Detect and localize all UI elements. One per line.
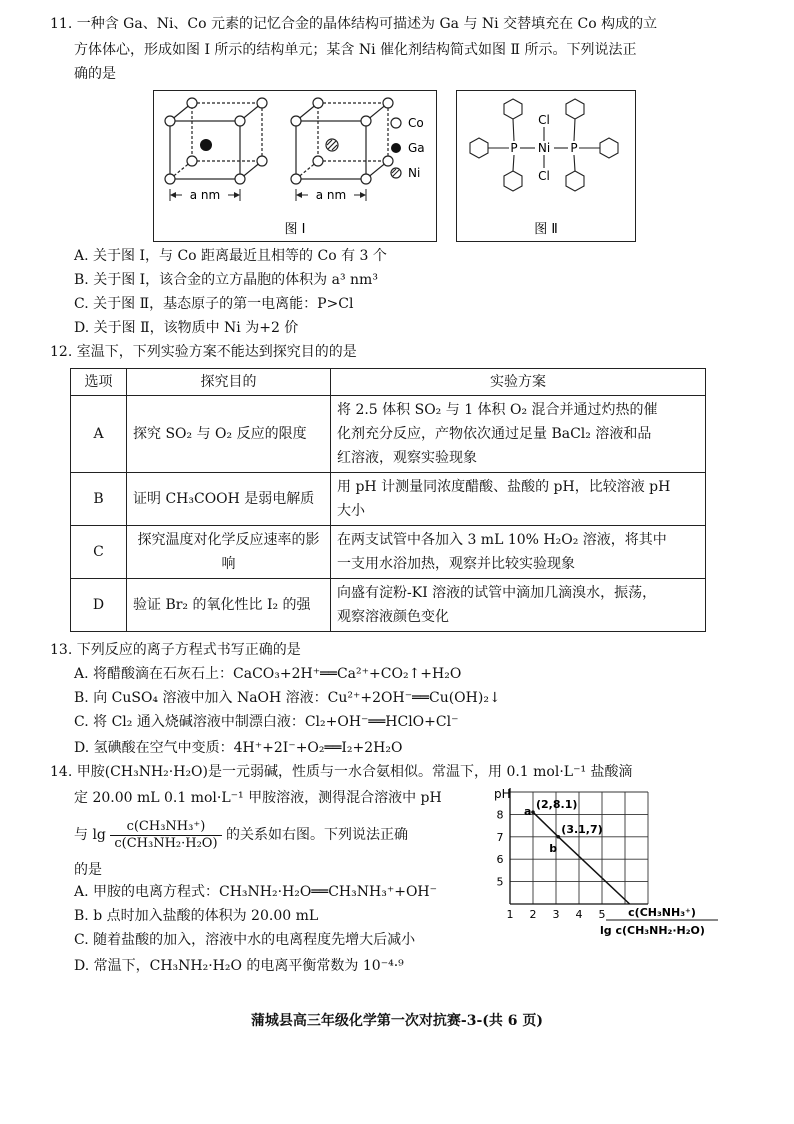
header-goal: 探究目的	[127, 369, 331, 396]
ni-center: Ni	[537, 141, 551, 155]
plan-line: 红溶液，观察实验现象	[337, 450, 477, 466]
q14-stem-line-4: 的是	[74, 862, 102, 878]
point-a-name: a	[524, 805, 532, 819]
q14-option-a: A. 甲胺的电离方程式：CH₃NH₂·H₂O══CH₃NH₃⁺+OH⁻	[74, 884, 438, 900]
q12-table	[70, 368, 706, 632]
legend-co-marker	[391, 118, 401, 128]
figure-1-frame	[153, 90, 437, 242]
q13-option-b: B. 向 CuSO₄ 溶液中加入 NaOH 溶液：Cu²⁺+2OH⁻══Cu(OH)₂↓	[74, 690, 501, 706]
figure-1-caption: 图 Ⅰ	[284, 222, 306, 237]
q11-option-c: C. 关于图 Ⅱ，基态原子的第一电离能：P>Cl	[74, 296, 354, 312]
plan-line: 一支用水浴加热，观察并比较实验现象	[337, 556, 575, 572]
x-axis-label-denominator: lg c(CH₃NH₂·H₂O)	[600, 924, 705, 937]
legend-ga-marker	[391, 143, 401, 153]
fraction-numerator: c(CH₃NH₃⁺)	[110, 819, 221, 836]
y-axis-label: pH	[494, 787, 511, 801]
row-goal: 探究 SO₂ 与 O₂ 反应的限度	[127, 396, 331, 473]
table-row	[71, 396, 706, 473]
point-a-coordinates: (2,8.1)	[536, 798, 578, 812]
page-footer: 蒲城县高三年级化学第一次对抗赛-3-(共 6 页)	[250, 1013, 544, 1029]
row-option: B	[71, 473, 127, 526]
q14-stem-line-1: 14. 甲胺(CH₃NH₂·H₂O)是一元弱碱，性质与一水合氨相似。常温下，用 0.1 mol·L⁻¹ 盐酸滴	[50, 764, 633, 780]
y-tick-label: 6	[496, 853, 504, 867]
row-plan	[331, 526, 706, 579]
dimension-label-1: a nm	[189, 188, 221, 202]
row-option: D	[71, 579, 127, 632]
table-row	[71, 526, 706, 579]
q14-stem-line-3	[74, 816, 408, 854]
q11-option-d: D. 关于图 Ⅱ，该物质中 Ni 为+2 价	[74, 320, 299, 336]
q13-stem: 13. 下列反应的离子方程式书写正确的是	[50, 642, 301, 658]
plan-line: 大小	[337, 503, 365, 519]
plan-line: 用 pH 计测量同浓度醋酸、盐酸的 pH，比较溶液 pH	[337, 479, 671, 495]
row-goal: 验证 Br₂ 的氧化性比 I₂ 的强	[127, 579, 331, 632]
row-goal: 证明 CH₃COOH 是弱电解质	[127, 473, 331, 526]
point-b-name: b	[549, 841, 558, 855]
ga-atom	[200, 139, 212, 151]
q11-stem-line-2: 方体体心，形成如图 Ⅰ 所示的结构单元；某含 Ni 催化剂结构简式如图 Ⅱ 所示。下列说法正	[74, 42, 637, 58]
table-header-row	[71, 369, 706, 396]
x-tick-label: 1	[506, 908, 514, 921]
x-axis-label-numerator: c(CH₃NH₃⁺)	[628, 906, 696, 919]
header-plan: 实验方案	[331, 369, 706, 396]
q14-stem-line-2: 定 20.00 mL 0.1 mol·L⁻¹ 甲胺溶液，测得混合溶液中 pH	[74, 790, 442, 806]
q11-stem-line-3: 确的是	[74, 66, 116, 82]
q11-stem-line-1: 11. 一种含 Ga、Ni、Co 元素的记忆合金的晶体结构可描述为 Ga 与 Ni 交替填充在 Co 构成的立	[50, 16, 658, 32]
ph-chart	[490, 784, 730, 944]
plan-line: 在两支试管中各加入 3 mL 10% H₂O₂ 溶液，将其中	[337, 532, 667, 548]
q12-stem: 12. 室温下，下列实验方案不能达到探究目的的是	[50, 344, 357, 360]
crystal-cell-diagram	[154, 91, 436, 241]
q14-option-b: B. b 点时加入盐酸的体积为 20.00 mL	[74, 908, 319, 924]
x-tick-label: 3	[552, 908, 560, 921]
row-option: A	[71, 396, 127, 473]
figure-2-frame	[456, 90, 636, 242]
q13-option-c: C. 将 Cl₂ 通入烧碱溶液中制漂白液：Cl₂+OH⁻══HClO+Cl⁻	[74, 714, 459, 730]
q11-option-b: B. 关于图 Ⅰ，该合金的立方晶胞的体积为 a³ nm³	[74, 272, 378, 288]
q14-line3-prefix: 与 lg	[74, 827, 106, 843]
row-plan	[331, 473, 706, 526]
q14-line3-suffix: 的关系如右图。下列说法正确	[225, 827, 408, 843]
q14-option-c: C. 随着盐酸的加入，溶液中水的电离程度先增大后减小	[74, 932, 416, 948]
header-option: 选项	[71, 369, 127, 396]
cl-bottom: Cl	[538, 169, 550, 183]
chart-points	[524, 798, 603, 855]
plan-line: 观察溶液颜色变化	[337, 609, 449, 625]
q13-option-a: A. 将醋酸滴在石灰石上：CaCO₃+2H⁺══Ca²⁺+CO₂↑+H₂O	[74, 666, 462, 682]
concentration-ratio-fraction	[110, 819, 221, 852]
plan-line: 化剂充分反应，产物依次通过足量 BaCl₂ 溶液和品	[337, 426, 652, 442]
y-tick-label: 7	[496, 830, 504, 844]
point-a-marker	[531, 810, 535, 814]
row-plan	[331, 579, 706, 632]
legend-ni-label: Ni	[408, 166, 421, 180]
q13-option-d: D. 氢碘酸在空气中变质：4H⁺+2I⁻+O₂══I₂+2H₂O	[74, 740, 403, 756]
legend-co-label: Co	[408, 116, 424, 130]
q14-option-d: D. 常温下，CH₃NH₂·H₂O 的电离平衡常数为 10⁻⁴·⁹	[74, 958, 404, 974]
row-plan	[331, 396, 706, 473]
fraction-denominator: c(CH₃NH₂·H₂O)	[114, 835, 218, 851]
p-atom-left: P	[510, 141, 518, 155]
dimension-label-2: a nm	[315, 188, 347, 202]
plan-line: 向盛有淀粉-KI 溶液的试管中滴加几滴溴水，振荡，	[337, 585, 657, 601]
y-tick-label: 5	[496, 875, 504, 889]
figure-2-caption: 图 Ⅱ	[534, 222, 558, 237]
cl-top: Cl	[538, 113, 550, 127]
point-b-marker	[557, 835, 561, 839]
row-goal: 探究温度对化学反应速率的影响	[127, 526, 331, 579]
table-row	[71, 579, 706, 632]
q11-option-a: A. 关于图 Ⅰ，与 Co 距离最近且相等的 Co 有 3 个	[74, 248, 387, 264]
y-tick-label: 8	[496, 808, 504, 822]
table-row	[71, 473, 706, 526]
x-tick-label: 2	[529, 908, 537, 921]
legend-ga-label: Ga	[408, 141, 425, 155]
x-tick-label: 5	[598, 908, 606, 921]
p-atom-right: P	[570, 141, 578, 155]
x-tick-label: 4	[575, 908, 583, 921]
plan-line: 将 2.5 体积 SO₂ 与 1 体积 O₂ 混合并通过灼热的催	[337, 402, 658, 418]
ni-complex-structure	[457, 91, 635, 241]
row-option: C	[71, 526, 127, 579]
point-b-coordinates: (3.1,7)	[561, 822, 603, 836]
